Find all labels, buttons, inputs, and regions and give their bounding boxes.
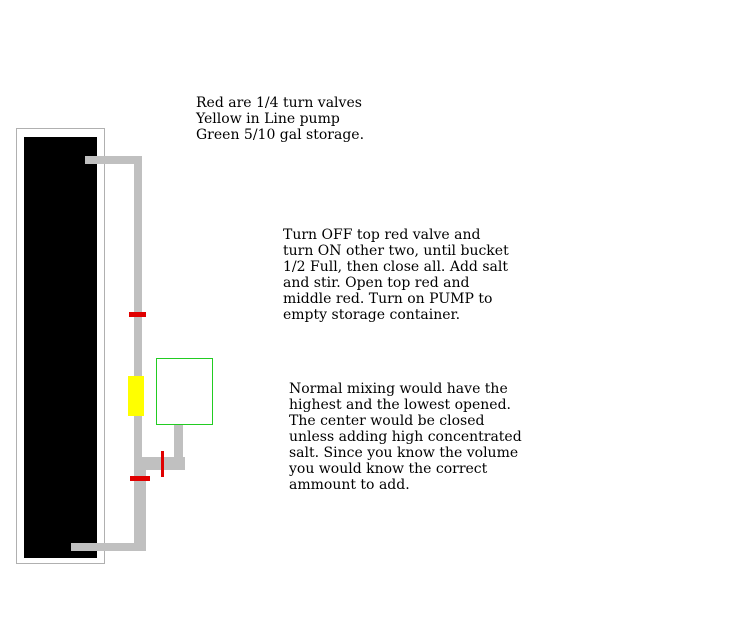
normal-mixing-line: ammount to add. <box>289 477 410 493</box>
top-inlet-pipe <box>85 156 142 164</box>
normal-mixing-note <box>289 381 522 493</box>
middle-valve <box>161 451 164 477</box>
bottom-valve <box>130 476 150 481</box>
normal-mixing-line: highest and the lowest opened. <box>289 397 511 413</box>
bottom-pipe-corner <box>138 470 146 551</box>
bottom-outlet-pipe <box>71 543 146 551</box>
normal-mixing-line: you would know the correct <box>289 461 488 477</box>
instructions-line: and stir. Open top red and <box>283 275 470 291</box>
normal-mixing-line: Normal mixing would have the <box>289 381 508 397</box>
normal-mixing-line: salt. Since you know the volume <box>289 445 519 461</box>
legend-line: Red are 1/4 turn valves <box>196 95 362 111</box>
normal-mixing-line: unless adding high concentrated <box>289 429 522 445</box>
top-valve <box>129 312 146 317</box>
normal-mixing-line: The center would be closed <box>289 413 485 429</box>
legend-note <box>196 95 364 143</box>
legend-line: Green 5/10 gal storage. <box>196 127 365 143</box>
legend-line: Yellow in Line pump <box>196 111 340 127</box>
instructions-line: empty storage container. <box>283 307 461 323</box>
instructions-line: turn ON other two, until bucket <box>283 243 509 259</box>
instructions-line: middle red. Turn on PUMP to <box>283 291 493 307</box>
storage-container <box>157 359 213 425</box>
instructions-line: 1/2 Full, then close all. Add salt <box>283 259 508 275</box>
storage-drop-pipe <box>174 424 183 462</box>
instructions-note <box>283 227 509 323</box>
instructions-line: Turn OFF top red valve and <box>283 227 481 243</box>
tank <box>24 137 97 558</box>
inline-pump <box>128 376 144 416</box>
